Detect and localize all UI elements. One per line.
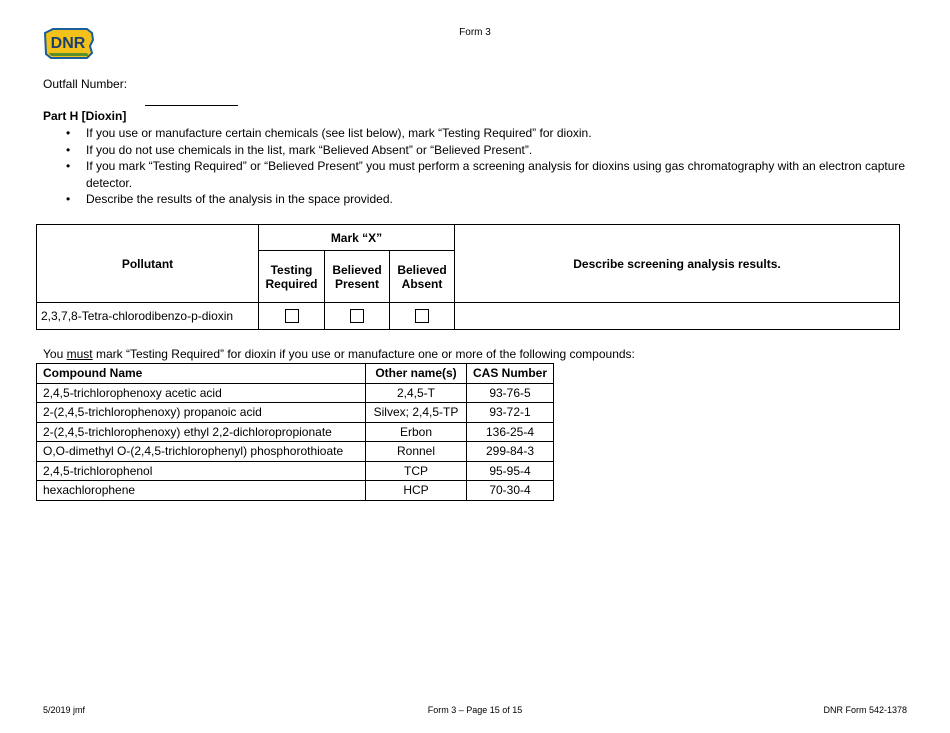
compound-cas-number: 93-76-5	[467, 383, 554, 403]
compounds-note	[43, 347, 635, 361]
compound-name-header: Compound Name	[37, 364, 366, 384]
compound-other-name: HCP	[366, 481, 467, 501]
compounds-table	[36, 363, 554, 501]
note-text-before: You	[43, 347, 67, 361]
believed-absent-header: Believed Absent	[390, 251, 455, 303]
believed-present-checkbox[interactable]	[350, 309, 364, 323]
believed-present-header: Believed Present	[325, 251, 390, 303]
footer-date: 5/2019 jmf	[43, 705, 86, 715]
compound-row	[37, 403, 554, 423]
compound-cas-number: 93-72-1	[467, 403, 554, 423]
part-h-title: Part H [Dioxin]	[43, 109, 127, 123]
compound-name: hexachlorophene	[37, 481, 366, 501]
compound-name: 2,4,5-trichlorophenoxy acetic acid	[37, 383, 366, 403]
results-header: Describe screening analysis results.	[455, 225, 900, 303]
instruction-item: • If you mark “Testing Required” or “Believed Present” you must perform a screening analysis for dioxins using gas chromatography with an electron capture detector.	[86, 158, 906, 191]
pollutant-table	[36, 224, 900, 330]
pollutant-name: 2,3,7,8-Tetra-chlorodibenzo-p-dioxin	[37, 303, 259, 330]
compound-row	[37, 422, 554, 442]
compound-other-name: Silvex; 2,4,5-TP	[366, 403, 467, 423]
footer-page-number: Form 3 – Page 15 of 15	[427, 705, 523, 715]
note-text-after: mark “Testing Required” for dioxin if you use or manufacture one or more of the following compounds:	[92, 347, 635, 361]
footer-form-number: DNR Form 542-1378	[823, 705, 907, 715]
compound-name: O,O-dimethyl O-(2,4,5-trichlorophenyl) phosphorothioate	[37, 442, 366, 462]
compound-row	[37, 461, 554, 481]
pollutant-header: Pollutant	[37, 225, 259, 303]
compound-cas-number: 70-30-4	[467, 481, 554, 501]
instructions-list	[86, 125, 906, 208]
outfall-label: Outfall Number:	[43, 77, 128, 91]
outfall-number-field[interactable]	[145, 91, 238, 106]
compound-cas-number: 136-25-4	[467, 422, 554, 442]
compound-name: 2,4,5-trichlorophenol	[37, 461, 366, 481]
compound-cas-number: 95-95-4	[467, 461, 554, 481]
testing-required-header: Testing Required	[259, 251, 325, 303]
compound-name: 2-(2,4,5-trichlorophenoxy) ethyl 2,2-dichloropropionate	[37, 422, 366, 442]
compound-other-name: TCP	[366, 461, 467, 481]
pollutant-row	[37, 303, 900, 330]
compound-other-name: Erbon	[366, 422, 467, 442]
compound-row	[37, 481, 554, 501]
compound-other-name: Ronnel	[366, 442, 467, 462]
instruction-item: • If you use or manufacture certain chemicals (see list below), mark “Testing Required” for dioxin.	[86, 125, 906, 142]
dnr-logo-text: DNR	[50, 35, 86, 52]
believed-absent-checkbox[interactable]	[415, 309, 429, 323]
compound-row	[37, 442, 554, 462]
instruction-item: • If you do not use chemicals in the list, mark “Believed Absent” or “Believed Present”.	[86, 142, 906, 159]
compound-other-name: 2,4,5-T	[366, 383, 467, 403]
results-field[interactable]	[455, 303, 900, 330]
form-label: Form 3	[459, 27, 491, 38]
testing-required-checkbox[interactable]	[285, 309, 299, 323]
cas-number-header: CAS Number	[467, 364, 554, 384]
mark-x-header: Mark “X”	[259, 225, 455, 251]
other-names-header: Other name(s)	[366, 364, 467, 384]
compound-row	[37, 383, 554, 403]
compound-name: 2-(2,4,5-trichlorophenoxy) propanoic acid	[37, 403, 366, 423]
note-emphasis: must	[66, 347, 93, 361]
instruction-item: • Describe the results of the analysis in the space provided.	[86, 191, 906, 208]
compound-cas-number: 299-84-3	[467, 442, 554, 462]
